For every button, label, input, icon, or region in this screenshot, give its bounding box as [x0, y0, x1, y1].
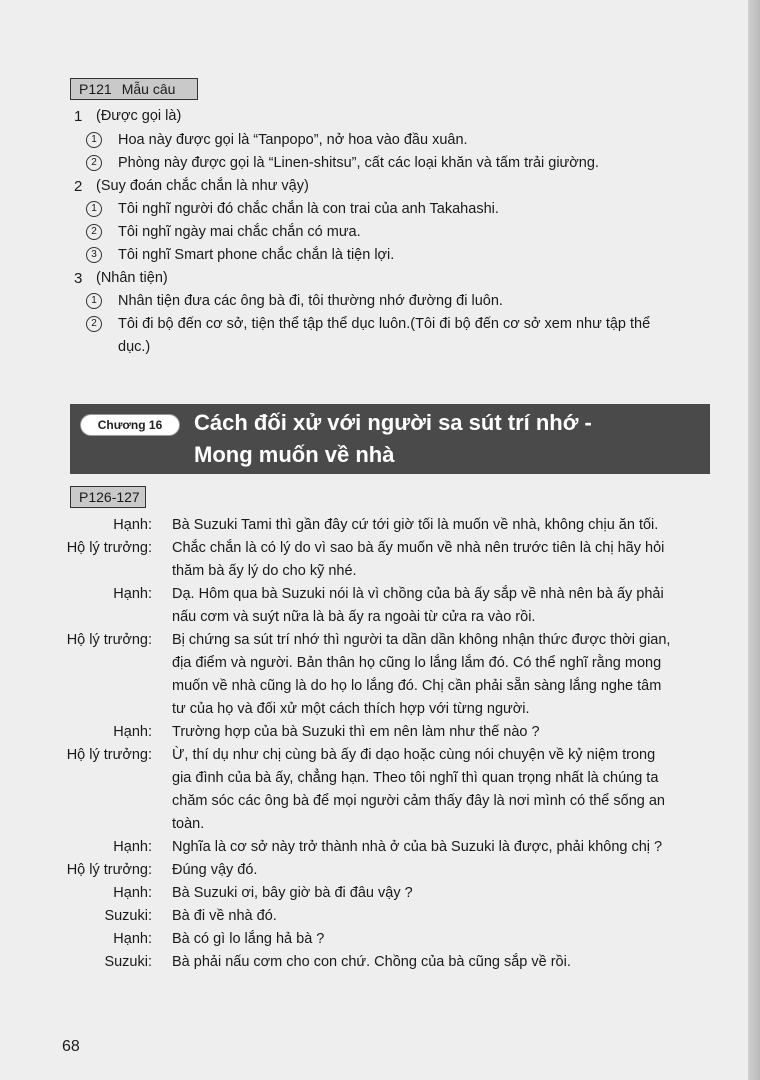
dialogue-line: Ừ, thí dụ như chị cùng bà ấy đi dạo hoặc cùng nói chuyện về kỷ niệm trong: [172, 747, 656, 763]
speaker-name: Hạnh:: [113, 931, 152, 947]
example-sentence: Tôi nghĩ người đó chắc chắn là con trai của anh Takahashi.: [118, 201, 499, 217]
dialogue-line: nấu cơm và suýt nữa là bà ấy ra ngoài từ cửa ra vào rồi.: [172, 609, 536, 625]
dialogue-line: Bà đi về nhà đó.: [172, 908, 277, 924]
dialogue-line: thăm bà ấy lý do cho kỹ nhé.: [172, 563, 357, 579]
chapter-badge: Chương 16: [80, 414, 180, 436]
tag-code: P126-127: [79, 489, 140, 505]
dialogue-line: tư của họ và đối xử một cách thích hợp với từng người.: [172, 701, 530, 717]
dialogue-line: địa điểm và người. Bản thân họ cũng lo lắng lắm đó. Có thể nghĩ rằng mong: [172, 655, 662, 671]
group-number: 3: [74, 270, 83, 287]
group-number: 1: [74, 108, 83, 125]
example-sentence: Tôi nghĩ ngày mai chắc chắn có mưa.: [118, 224, 361, 240]
dialogue-line: Bà Suzuki Tami thì gần đây cứ tới giờ tối là muốn về nhà, không chịu ăn tối.: [172, 517, 659, 533]
dialogue-line: Trường hợp của bà Suzuki thì em nên làm như thế nào ?: [172, 724, 540, 740]
speaker-name: Suzuki:: [104, 954, 152, 970]
circle-number: 2: [86, 224, 102, 240]
circle-number: 1: [86, 293, 102, 309]
speaker-name: Hạnh:: [113, 586, 152, 602]
dialogue-line: Bị chứng sa sút trí nhớ thì người ta dần dần không nhận thức được thời gian,: [172, 632, 671, 648]
speaker-name: Hộ lý trưởng:: [66, 540, 152, 556]
example-sentence: Tôi nghĩ Smart phone chắc chắn là tiện lợi.: [118, 247, 395, 263]
tag-title: Mẫu câu: [121, 81, 176, 97]
dialogue-line: toàn.: [172, 816, 205, 832]
speaker-name: Hộ lý trưởng:: [66, 632, 152, 648]
dialogue-line: Đúng vậy đó.: [172, 862, 258, 878]
speaker-name: Suzuki:: [104, 908, 152, 924]
chapter-banner: [70, 404, 710, 474]
speaker-name: Hạnh:: [113, 517, 152, 533]
page-edge: [748, 0, 760, 1080]
dialogue-line: Nghĩa là cơ sở này trở thành nhà ở của bà Suzuki là được, phải không chị ?: [172, 839, 663, 855]
dialogue-line: muốn về nhà cũng là do họ lo lắng đó. Chị cần phải sẵn sàng lắng nghe tâm: [172, 678, 662, 694]
example-sentence: Nhân tiện đưa các ông bà đi, tôi thường nhớ đường đi luôn.: [118, 293, 503, 309]
section-tag-p126: [70, 486, 146, 508]
section-tag-p121: [70, 78, 198, 100]
dialogue-line: Bà có gì lo lắng hả bà ?: [172, 931, 325, 947]
chapter-title-line2: Mong muốn về nhà: [194, 442, 395, 467]
group-label: (Suy đoán chắc chắn là như vậy): [96, 178, 309, 194]
dialogue-line: gia đình của bà ấy, chẳng hạn. Theo tôi nghĩ thì quan trọng nhất là chúng ta: [172, 770, 659, 786]
circle-number: 1: [86, 201, 102, 217]
speaker-name: Hạnh:: [113, 724, 152, 740]
tag-code: P121: [79, 81, 112, 97]
speaker-name: Hộ lý trưởng:: [66, 862, 152, 878]
speaker-name: Hộ lý trưởng:: [66, 747, 152, 763]
circle-number: 3: [86, 247, 102, 263]
example-sentence: Hoa này được gọi là “Tanpopo”, nở hoa vào đầu xuân.: [118, 132, 468, 148]
circle-number: 2: [86, 155, 102, 171]
group-label: (Được gọi là): [96, 108, 182, 124]
example-sentence: Phòng này được gọi là “Linen-shitsu”, cất các loại khăn và tấm trải giường.: [118, 155, 599, 171]
dialogue-line: Dạ. Hôm qua bà Suzuki nói là vì chồng của bà ấy sắp về nhà nên bà ấy phải: [172, 586, 664, 602]
page-number: 68: [62, 1038, 80, 1055]
speaker-name: Hạnh:: [113, 839, 152, 855]
group-label: (Nhân tiện): [96, 270, 168, 286]
group-number: 2: [74, 178, 83, 195]
chapter-title-line1: Cách đối xử với người sa sút trí nhớ -: [194, 410, 592, 435]
dialogue-line: Bà Suzuki ơi, bây giờ bà đi đâu vậy ?: [172, 885, 413, 901]
dialogue-line: Chắc chắn là có lý do vì sao bà ấy muốn về nhà nên trước tiên là chị hãy hỏi: [172, 540, 665, 556]
dialogue-line: Bà phải nấu cơm cho con chứ. Chồng của bà cũng sắp về rồi.: [172, 954, 571, 970]
example-sentence-continuation: dục.): [118, 339, 151, 355]
speaker-name: Hạnh:: [113, 885, 152, 901]
dialogue-line: chăm sóc các ông bà để mọi người cảm thấy đây là nơi mình có thể sống an: [172, 793, 665, 809]
circle-number: 1: [86, 132, 102, 148]
circle-number: 2: [86, 316, 102, 332]
example-sentence: Tôi đi bộ đến cơ sở, tiện thể tập thể dục luôn.(Tôi đi bộ đến cơ sở xem như tập thể: [118, 316, 651, 332]
